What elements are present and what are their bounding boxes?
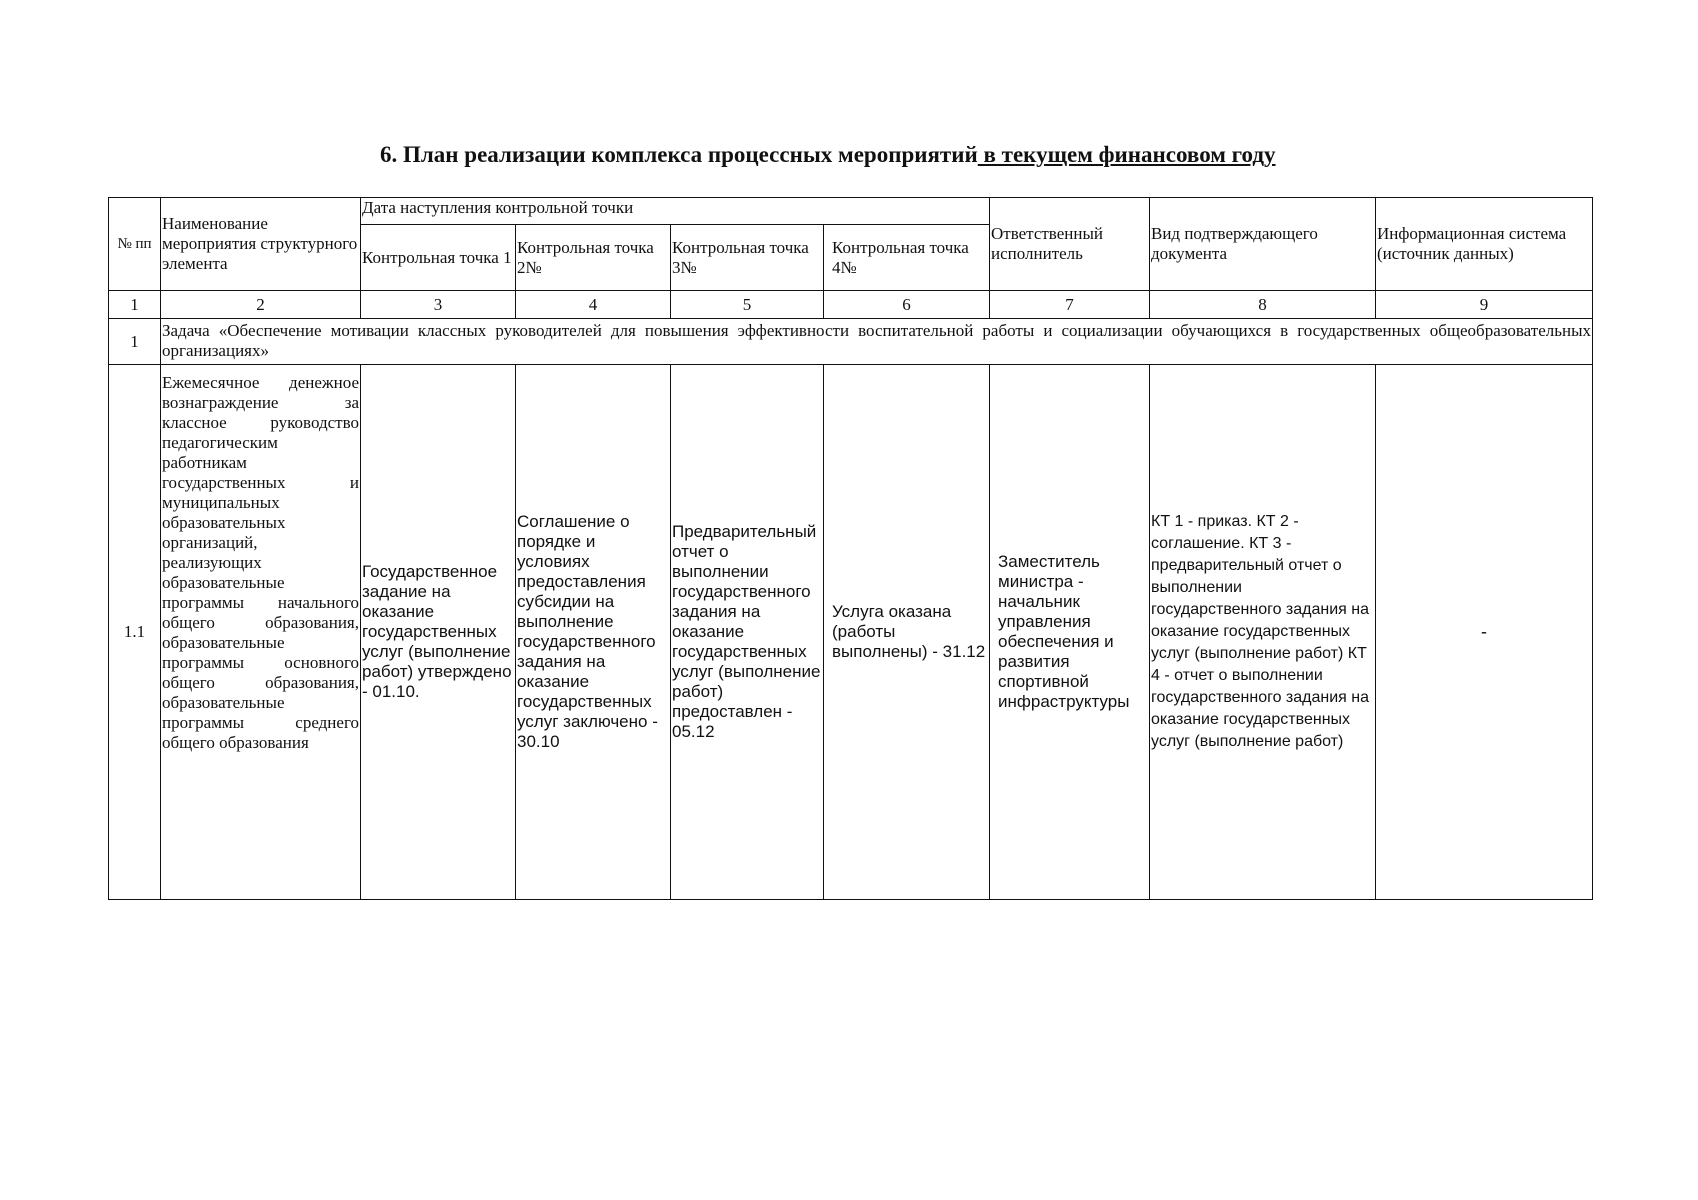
task-text: Задача «Обеспечение мотивации классных руководителей для повышения эффективности воспитательной работы и социализации обучающихся в государственных общеобразовательных организациях»	[161, 319, 1593, 365]
row-info-system: -	[1376, 365, 1593, 900]
header-kt1: Контрольная точка 1	[361, 225, 516, 291]
row-responsible: Заместитель министра - начальник управления обеспечения и развития спортивной инфраструктуры	[990, 365, 1150, 900]
column-number: 4	[516, 291, 671, 319]
title-underlined: в текущем финансовом году	[977, 142, 1276, 167]
column-number: 2	[161, 291, 361, 319]
column-number: 1	[109, 291, 161, 319]
header-doc-type: Вид подтверждающего документа	[1150, 198, 1376, 291]
row-kt3: Предварительный отчет о выполнении государственного задания на оказание государственных услуг (выполнение работ) предоставлен - 05.12	[671, 365, 824, 900]
column-number-row	[109, 291, 1593, 319]
header-kt3: Контрольная точка 3№	[671, 225, 824, 291]
row-kt2: Соглашение о порядке и условиях предоставления субсидии на выполнение государственного задания на оказание государственных услуг заключено - 30.10	[516, 365, 671, 900]
row-kt4: Услуга оказана (работы выполнены) - 31.12	[824, 365, 990, 900]
title-main: 6. План реализации комплекса процессных мероприятий	[380, 142, 978, 167]
row-name: Ежемесячное денежное вознаграждение за классное руководство педагогическим работникам государственных и муниципальных образовательных организаций, реализующих образовательные программы начального общего образования, образовательные программы основного общего образования, образовательные программы среднего общего образования	[161, 365, 361, 900]
column-number: 3	[361, 291, 516, 319]
task-row	[109, 319, 1593, 365]
column-number: 9	[1376, 291, 1593, 319]
task-num: 1	[109, 319, 161, 365]
table-row	[109, 365, 1593, 900]
column-number: 5	[671, 291, 824, 319]
row-num: 1.1	[109, 365, 161, 900]
header-kt2: Контрольная точка 2№	[516, 225, 671, 291]
header-date-group: Дата наступления контрольной точки	[361, 198, 990, 225]
page-title	[380, 142, 1480, 168]
column-number: 7	[990, 291, 1150, 319]
header-info-system: Информационная система (источник данных)	[1376, 198, 1593, 291]
header-row-1	[109, 198, 1593, 225]
row-kt1: Государственное задание на оказание государственных услуг (выполнение работ) утверждено - 01.10.	[361, 365, 516, 900]
plan-table	[108, 197, 1593, 900]
column-number: 6	[824, 291, 990, 319]
row-doc-type: КТ 1 - приказ. КТ 2 - соглашение. КТ 3 - предварительный отчет о выполнении государственного задания на оказание государственных услуг (выполнение работ) КТ 4 - отчет о выполнении государственного задания на оказание государственных услуг (выполнение работ)	[1150, 365, 1376, 900]
header-responsible: Ответственный исполнитель	[990, 198, 1150, 291]
header-kt4: Контрольная точка 4№	[824, 225, 990, 291]
column-number: 8	[1150, 291, 1376, 319]
header-name: Наименование мероприятия структурного элемента	[161, 198, 361, 291]
header-num: № пп	[109, 198, 161, 291]
